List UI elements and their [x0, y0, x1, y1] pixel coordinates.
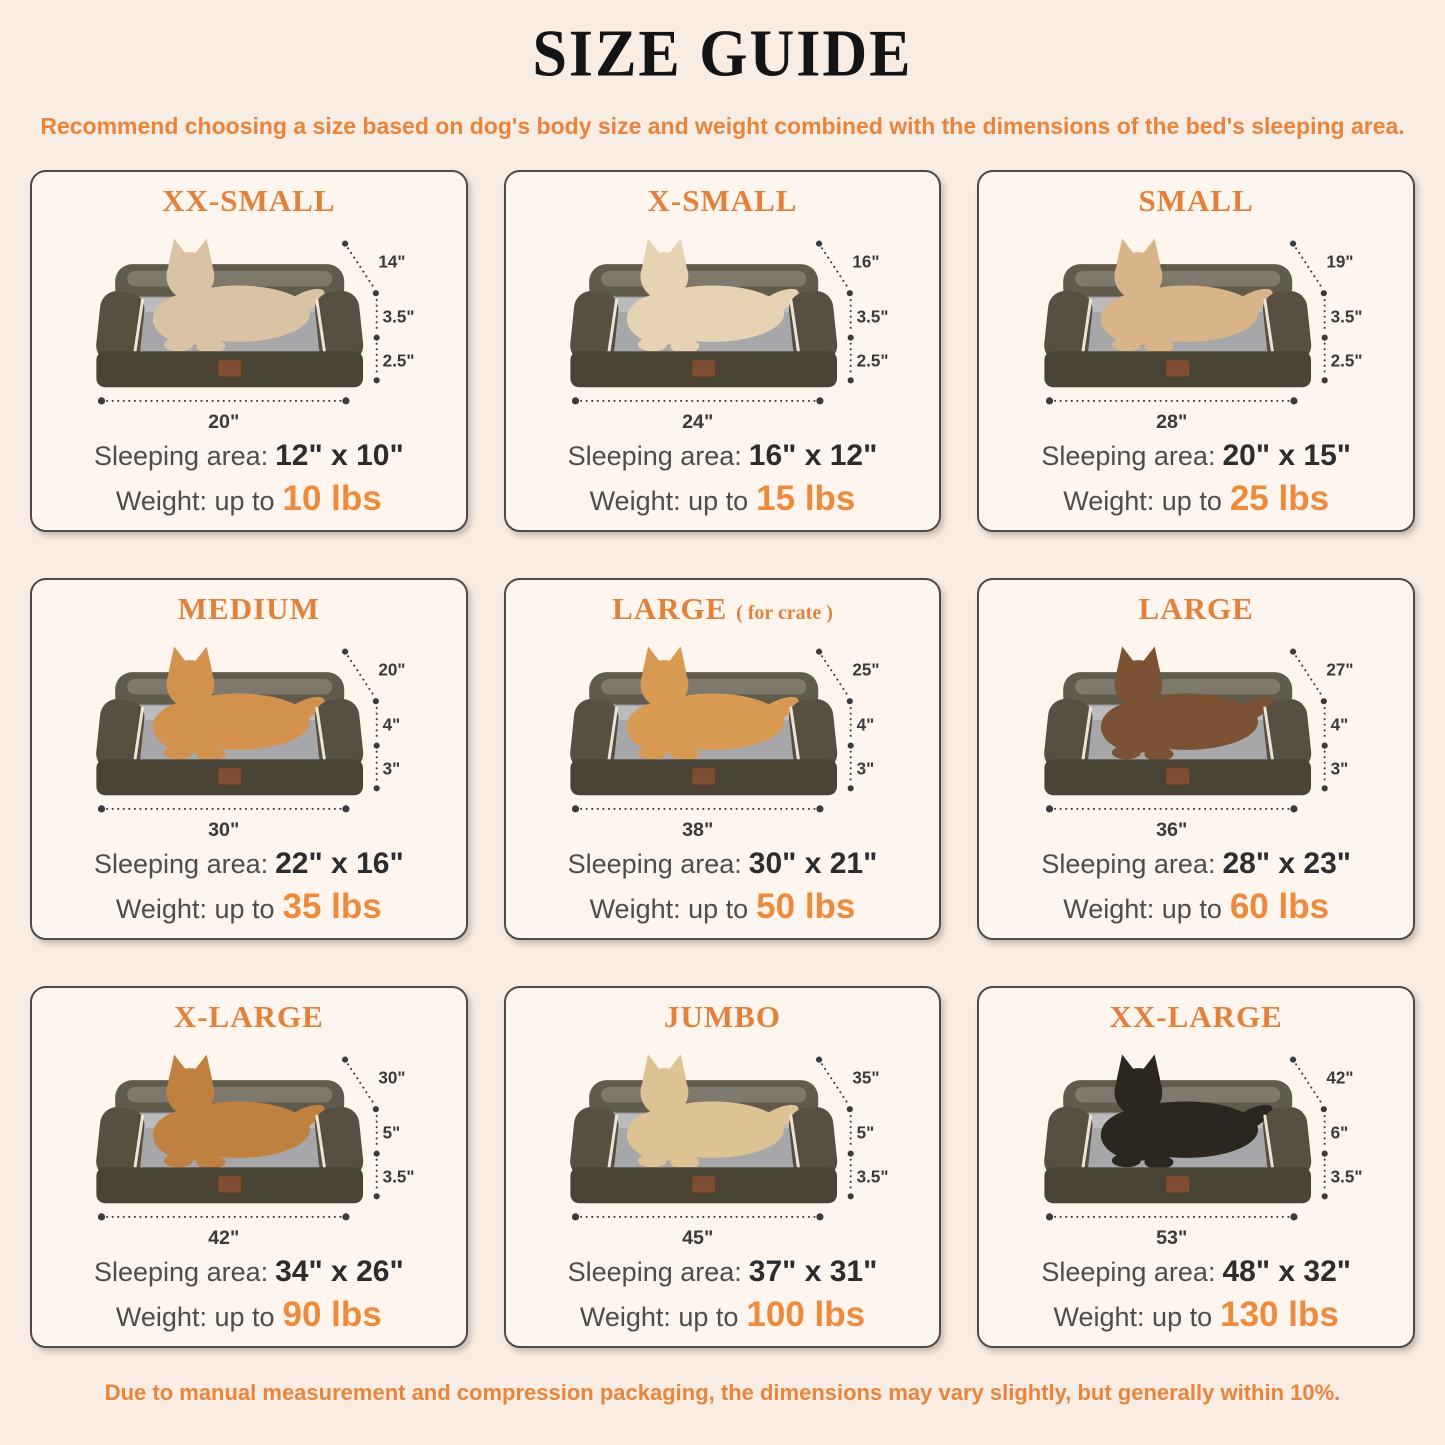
dim-bolster-height-label: 3.5": [856, 307, 889, 327]
weight-value: 10 lbs: [282, 479, 382, 518]
weight-label: Weight: up to: [589, 486, 749, 516]
size-name: SMALL: [1138, 183, 1254, 218]
sleeping-area-label: Sleeping area:: [93, 849, 269, 879]
size-name: XX-LARGE: [1109, 999, 1283, 1034]
dim-line-back-height: [1293, 244, 1322, 288]
card-title: [1139, 184, 1254, 218]
weight-label: Weight: up to: [115, 486, 275, 516]
bed-photo-area: [987, 626, 1405, 844]
sleeping-area-value: 37" x 31": [748, 1255, 878, 1288]
weight-label: Weight: up to: [115, 1302, 275, 1332]
dim-back-height-label: 35": [852, 1068, 880, 1088]
weight-label: Weight: up to: [1053, 1302, 1213, 1332]
bed-photo-area: [40, 218, 458, 436]
dim-base-height-label: 3.5": [856, 1167, 889, 1187]
dim-line-back-height: [345, 244, 374, 288]
weight-value: 60 lbs: [1229, 887, 1330, 926]
dim-line-back-height: [819, 1060, 848, 1104]
card-title: [178, 592, 320, 626]
dim-bolster-height-label: 3.5": [382, 307, 415, 327]
dim-back-height-label: 30": [378, 1068, 406, 1088]
dim-width-label: 36": [1155, 819, 1187, 842]
bed-brand-patch: [692, 360, 716, 377]
bed-back-bolster-top: [601, 271, 806, 286]
page-subtitle: Recommend choosing a size based on dog's body size and weight combined with the dimensions of the bed's sleeping area.: [40, 113, 1405, 139]
size-card: [30, 986, 468, 1348]
dim-width-label: 20": [208, 411, 240, 434]
sleeping-area-line: [94, 846, 404, 882]
bed-illustration: [515, 218, 930, 436]
card-title: [612, 592, 833, 626]
size-name: LARGE: [1138, 591, 1254, 626]
bed-brand-patch: [218, 1176, 242, 1193]
weight-label: Weight: up to: [579, 1302, 739, 1332]
dim-bolster-height-label: 4": [856, 715, 875, 735]
dim-line-back-height: [1293, 652, 1322, 696]
dim-back-height-label: 20": [378, 660, 406, 680]
sleeping-area-value: 12" x 10": [275, 439, 404, 472]
dim-base-height-label: 2.5": [1330, 351, 1363, 371]
bed-back-bolster-top: [1075, 1087, 1280, 1102]
card-title: [162, 184, 335, 218]
bed-illustration: [41, 218, 456, 436]
dim-width-label: 53": [1155, 1227, 1187, 1250]
weight-line: [1063, 478, 1329, 520]
sleeping-area-value: 16" x 12": [748, 439, 878, 472]
dim-bolster-height-label: 5": [856, 1123, 875, 1143]
dim-base-height-label: 3": [856, 759, 875, 779]
sleeping-area-line: [568, 846, 878, 882]
size-name: JUMBO: [664, 999, 781, 1034]
sleeping-area-label: Sleeping area:: [93, 441, 269, 471]
bed-brand-patch: [692, 768, 716, 785]
weight-line: [116, 478, 382, 520]
size-card: [30, 578, 468, 940]
sleeping-area-label: Sleeping area:: [1041, 441, 1216, 471]
weight-line: [580, 1294, 865, 1336]
card-title: [664, 1000, 781, 1034]
weight-label: Weight: up to: [1063, 486, 1222, 516]
bed-photo-area: [40, 1034, 458, 1252]
dim-line-back-height: [819, 244, 848, 288]
sleeping-area-label: Sleeping area:: [1041, 1257, 1216, 1287]
card-title: [174, 1000, 324, 1034]
sleeping-area-line: [1041, 1254, 1351, 1290]
bed-brand-patch: [1165, 1176, 1189, 1193]
sleeping-area-value: 48" x 32": [1222, 1255, 1351, 1288]
bed-back-bolster-top: [1075, 679, 1280, 694]
sleeping-area-label: Sleeping area:: [1041, 849, 1216, 879]
bed-photo-area: [514, 218, 932, 436]
dim-line-back-height: [345, 652, 374, 696]
size-card: [977, 170, 1415, 532]
bed-photo-area: [40, 626, 458, 844]
dim-width-label: 24": [682, 411, 714, 434]
sleeping-area-value: 28" x 23": [1222, 847, 1351, 880]
page-title: SIZE GUIDE: [532, 17, 913, 91]
dim-base-height-label: 3.5": [1330, 1167, 1363, 1187]
sleeping-area-line: [1041, 846, 1351, 882]
bed-photo-area: [987, 1034, 1405, 1252]
size-name: X-SMALL: [647, 183, 798, 218]
dim-width-label: 38": [682, 819, 714, 842]
weight-value: 90 lbs: [282, 1295, 382, 1334]
sleeping-area-label: Sleeping area:: [567, 1257, 742, 1287]
dim-base-height-label: 2.5": [382, 351, 415, 371]
dim-back-height-label: 42": [1326, 1068, 1354, 1088]
bed-brand-patch: [218, 768, 242, 785]
size-name-suffix: ( for crate ): [736, 602, 833, 624]
size-cards-grid: [30, 170, 1415, 1348]
size-card: [30, 170, 468, 532]
weight-value: 100 lbs: [746, 1295, 866, 1334]
bed-back-bolster-top: [127, 271, 332, 286]
size-card: [504, 986, 942, 1348]
dim-bolster-height-label: 6": [1330, 1123, 1348, 1143]
size-card: [977, 578, 1415, 940]
dim-base-height-label: 3": [1330, 759, 1348, 779]
card-title: [1139, 592, 1254, 626]
dim-base-height-label: 3.5": [382, 1167, 415, 1187]
size-card: [504, 578, 942, 940]
dim-line-back-height: [819, 652, 848, 696]
weight-line: [116, 886, 382, 928]
bed-photo-area: [987, 218, 1405, 436]
weight-line: [1054, 1294, 1339, 1336]
weight-value: 25 lbs: [1229, 479, 1330, 518]
bed-illustration: [41, 1034, 456, 1252]
bed-illustration: [515, 626, 930, 844]
dim-base-height-label: 3": [382, 759, 401, 779]
weight-value: 130 lbs: [1220, 1295, 1339, 1334]
sleeping-area-value: 20" x 15": [1222, 439, 1351, 472]
dim-width-label: 28": [1155, 411, 1187, 434]
size-name: LARGE: [612, 591, 728, 626]
size-card: [977, 986, 1415, 1348]
dim-width-label: 42": [208, 1227, 240, 1250]
weight-line: [590, 478, 856, 520]
dim-back-height-label: 19": [1326, 252, 1354, 272]
dim-width-label: 30": [208, 819, 240, 842]
weight-line: [590, 886, 856, 928]
weight-value: 50 lbs: [756, 887, 856, 926]
bed-brand-patch: [1165, 768, 1189, 785]
bed-back-bolster-top: [127, 1087, 332, 1102]
bed-brand-patch: [1165, 360, 1189, 377]
bed-illustration: [989, 1034, 1404, 1252]
sleeping-area-value: 30" x 21": [748, 847, 878, 880]
size-name: X-LARGE: [173, 999, 324, 1034]
bed-photo-area: [514, 626, 932, 844]
sleeping-area-line: [94, 438, 404, 474]
dim-line-back-height: [1293, 1060, 1322, 1104]
sleeping-area-line: [568, 1254, 878, 1290]
dim-width-label: 45": [682, 1227, 714, 1250]
size-name: MEDIUM: [177, 591, 320, 626]
weight-label: Weight: up to: [115, 894, 275, 924]
bed-brand-patch: [218, 360, 242, 377]
weight-value: 15 lbs: [756, 479, 856, 518]
weight-label: Weight: up to: [589, 894, 749, 924]
dim-bolster-height-label: 3.5": [1330, 307, 1363, 327]
sleeping-area-value: 22" x 16": [275, 847, 404, 880]
dim-back-height-label: 14": [378, 252, 406, 272]
sleeping-area-line: [1041, 438, 1351, 474]
card-title: [1109, 1000, 1282, 1034]
dim-line-back-height: [345, 1060, 374, 1104]
bed-illustration: [515, 1034, 930, 1252]
dim-back-height-label: 16": [852, 252, 880, 272]
bed-illustration: [41, 626, 456, 844]
size-card: [504, 170, 942, 532]
sleeping-area-label: Sleeping area:: [93, 1257, 269, 1287]
dim-bolster-height-label: 4": [1330, 715, 1348, 735]
weight-label: Weight: up to: [1063, 894, 1222, 924]
sleeping-area-value: 34" x 26": [275, 1255, 404, 1288]
sleeping-area-label: Sleeping area:: [567, 441, 742, 471]
dim-back-height-label: 25": [852, 660, 880, 680]
dim-base-height-label: 2.5": [856, 351, 889, 371]
bed-illustration: [989, 218, 1404, 436]
weight-line: [116, 1294, 382, 1336]
bed-illustration: [989, 626, 1404, 844]
card-title: [648, 184, 798, 218]
bed-back-bolster-top: [127, 679, 332, 694]
weight-line: [1063, 886, 1329, 928]
dim-back-height-label: 27": [1326, 660, 1354, 680]
sleeping-area-label: Sleeping area:: [567, 849, 742, 879]
footer-note: Due to manual measurement and compression packaging, the dimensions may vary slightly, but generally within 10%.: [104, 1380, 1341, 1405]
bed-back-bolster-top: [601, 679, 806, 694]
bed-photo-area: [514, 1034, 932, 1252]
weight-value: 35 lbs: [282, 887, 382, 926]
bed-back-bolster-top: [601, 1087, 806, 1102]
bed-brand-patch: [692, 1176, 716, 1193]
dim-bolster-height-label: 5": [382, 1123, 401, 1143]
sleeping-area-line: [94, 1254, 404, 1290]
dim-bolster-height-label: 4": [382, 715, 401, 735]
size-name: XX-SMALL: [162, 183, 336, 218]
sleeping-area-line: [568, 438, 878, 474]
bed-back-bolster-top: [1075, 271, 1280, 286]
